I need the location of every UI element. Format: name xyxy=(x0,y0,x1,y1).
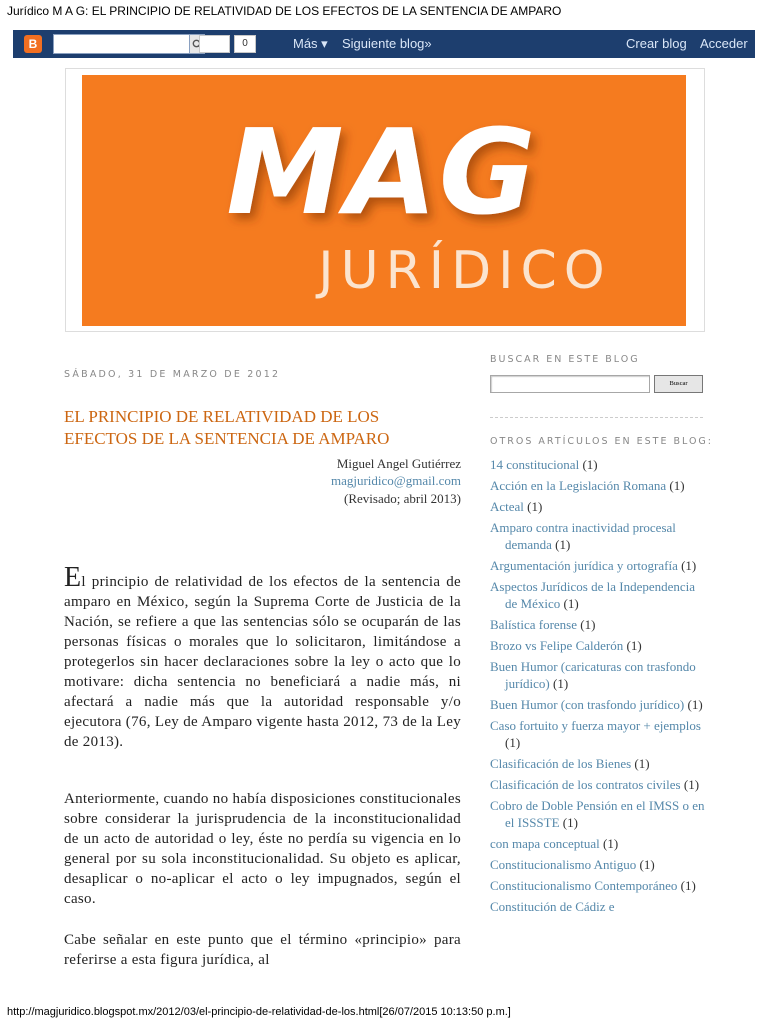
article-count: (1) xyxy=(580,617,596,632)
list-item xyxy=(490,658,706,692)
list-item xyxy=(490,797,706,831)
dropcap: E xyxy=(64,562,82,593)
list-item xyxy=(490,856,706,873)
login-link[interactable]: Acceder xyxy=(700,36,748,51)
print-footer-url: http://magjuridico.blogspot.mx/2012/03/el-principio-de-relatividad-de-los.html[26/07/2015 10:13:50 p.m.] xyxy=(7,1006,511,1018)
article-link[interactable]: Buen Humor (con trasfondo jurídico) xyxy=(490,697,685,712)
list-item xyxy=(490,456,706,473)
list-item xyxy=(490,877,706,894)
list-item xyxy=(490,498,706,515)
author-email-link[interactable]: magjuridico@gmail.com xyxy=(330,473,461,488)
list-item xyxy=(490,717,706,751)
list-item xyxy=(490,776,706,793)
revision-note: (Revisado; abril 2013) xyxy=(344,491,461,506)
header-banner-logo[interactable] xyxy=(82,75,686,326)
blogger-navbar xyxy=(13,30,755,58)
banner-mag-text: MAG xyxy=(226,103,538,241)
article-count: (1) xyxy=(582,457,598,472)
sidebar-search-input[interactable] xyxy=(490,375,650,393)
list-item xyxy=(490,755,706,772)
article-count: (1) xyxy=(626,638,642,653)
banner-juridico-text: JURÍDICO xyxy=(318,241,612,301)
article-count: (1) xyxy=(562,815,578,830)
post-title[interactable]: EL PRINCIPIO DE RELATIVIDAD DE LOS EFECTOS DE LA SENTENCIA DE AMPARO xyxy=(64,407,390,448)
article-count: (1) xyxy=(639,857,655,872)
list-item xyxy=(490,898,706,915)
article-link[interactable]: Cobro de Doble Pensión en el IMSS o en el ISSSTE xyxy=(490,798,705,830)
article-count: (1) xyxy=(563,596,579,611)
list-item xyxy=(490,637,706,654)
article-link[interactable]: Clasificación de los contratos civiles xyxy=(490,777,681,792)
more-menu[interactable]: Más ▾ xyxy=(293,36,328,51)
list-item xyxy=(490,578,706,612)
article-count: (1) xyxy=(553,676,569,691)
article-count: (1) xyxy=(505,735,521,750)
post-paragraph-1-text: l principio de relatividad de los efectos de la sentencia de amparo en México, según la Suprema Corte de Justicia de la Nación, se refiere a que las sentencias sólo se ocuparán de las personas físicas o morales que lo solicitaron, limitándose a protegerlos sin hacer declaraciones sobre la ley o acto que lo motivare: dicha sentencia no beneficiará a nadie más, ni afectará a nadie más que la autoridad responsable y/o ejecutora (76, Ley de Amparo vigente hasta 2012, 73 de la Ley de 2013). xyxy=(64,574,461,750)
article-count: (1) xyxy=(555,537,571,552)
post-author: Miguel Angel Gutiérrez xyxy=(336,456,461,471)
list-item xyxy=(490,696,706,713)
print-header: Jurídico M A G: EL PRINCIPIO DE RELATIVIDAD DE LOS EFECTOS DE LA SENTENCIA DE AMPARO xyxy=(7,4,562,18)
article-count: (1) xyxy=(602,836,619,851)
article-count: (1) xyxy=(683,777,700,792)
article-link[interactable]: Constitucionalismo Contemporáneo xyxy=(490,878,678,893)
navbar-search-input[interactable] xyxy=(53,34,190,54)
article-link[interactable]: Amparo contra inactividad procesal demanda xyxy=(490,520,676,552)
sidebar-divider xyxy=(490,417,703,418)
list-item xyxy=(490,557,706,574)
next-blog-link[interactable]: Siguiente blog» xyxy=(342,36,432,51)
article-link[interactable]: Brozo vs Felipe Calderón xyxy=(490,638,624,653)
follow-count: 0 xyxy=(234,35,256,53)
article-link[interactable]: Argumentación jurídica y ortografía xyxy=(490,558,678,573)
article-count: (1) xyxy=(527,499,543,514)
article-link[interactable]: Aspectos Jurídicos de la Independencia de México xyxy=(490,579,696,611)
article-link[interactable]: Caso fortuito y fuerza mayor + ejemplos xyxy=(490,718,701,733)
blogger-logo-icon[interactable]: B xyxy=(24,35,42,53)
article-link[interactable]: Clasificación de los Bienes xyxy=(490,756,632,771)
article-link[interactable]: Constitución de Cádiz e xyxy=(490,899,615,914)
list-item xyxy=(490,616,706,633)
article-count: (1) xyxy=(687,697,703,712)
list-item xyxy=(490,519,706,553)
follow-button[interactable] xyxy=(199,35,230,53)
post-date: SÁBADO, 31 DE MARZO DE 2012 xyxy=(64,369,281,380)
article-link[interactable]: 14 constitucional xyxy=(490,457,580,472)
article-link[interactable]: Acteal xyxy=(490,499,524,514)
article-link[interactable]: Acción en la Legislación Romana xyxy=(490,478,667,493)
article-link[interactable]: Constitucionalismo Antiguo xyxy=(490,857,637,872)
list-item xyxy=(490,835,706,852)
sidebar-search-heading: BUSCAR EN ESTE BLOG xyxy=(490,354,640,365)
post-paragraph-2: Anteriormente, cuando no había disposiciones constitucionales sobre considerar la jurisprudencia de la inconstitucionalidad de un acto de autoridad o ley, éste no perdía su vigencia en lo general por su sola inconstitucionalidad. Su objeto es aplicar, desaplicar o no-aplicar el acto o ley impugnados, según el caso. xyxy=(64,791,461,907)
article-count: (1) xyxy=(681,558,697,573)
create-blog-link[interactable]: Crear blog xyxy=(626,36,687,51)
sidebar-search-button[interactable]: Buscar xyxy=(654,375,703,393)
article-link[interactable]: Buen Humor (caricaturas con trasfondo jurídico) xyxy=(490,659,696,691)
sidebar-article-list xyxy=(490,456,706,919)
article-count: (1) xyxy=(669,478,685,493)
sidebar-articles-heading: OTROS ARTÍCULOS EN ESTE BLOG: xyxy=(490,436,713,447)
post-paragraph-1 xyxy=(64,562,461,752)
article-count: (1) xyxy=(680,878,696,893)
article-link[interactable]: con mapa conceptual xyxy=(490,836,600,851)
article-count: (1) xyxy=(634,756,650,771)
article-link[interactable]: Balística forense xyxy=(490,617,577,632)
list-item xyxy=(490,477,706,494)
post-paragraph-3: Cabe señalar en este punto que el término «principio» para referirse a esta figura jurídica, al xyxy=(64,932,461,968)
